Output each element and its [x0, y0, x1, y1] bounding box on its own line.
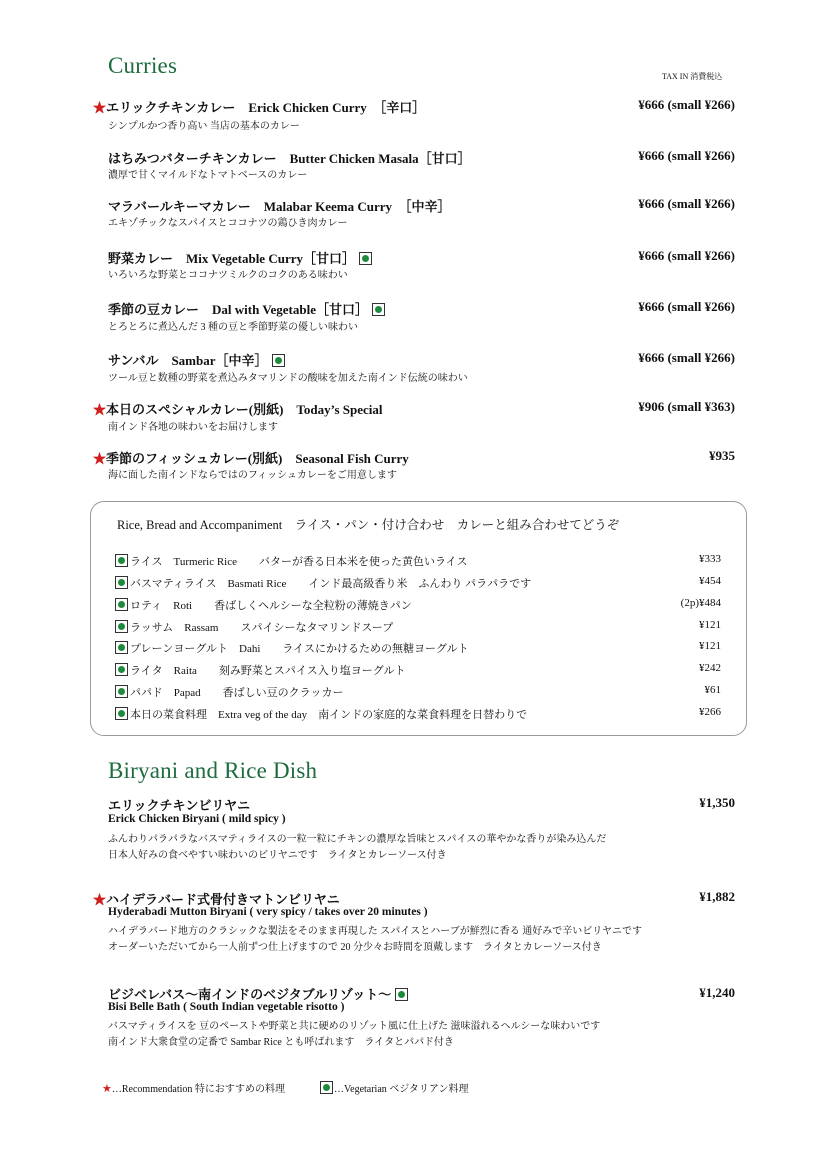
curry-name: 季節のフィッシュカレー(別紙) Seasonal Fish Curry: [106, 451, 409, 466]
side-item-text: ライタ Raita 刻み野菜とスパイス入り塩ヨーグルト: [130, 665, 406, 677]
side-item-price: ¥266: [699, 706, 721, 718]
side-item-text: 本日の菜食料理 Extra veg of the day 南インドの家庭的な菜食料理を日替わりで: [130, 709, 528, 721]
recommend-star-icon: ★: [93, 402, 107, 417]
curry-description: 南インド各地の味わいをお届けします: [108, 422, 278, 433]
recommend-star-icon: ★: [93, 892, 107, 907]
vegetarian-icon: [115, 620, 128, 633]
curry-description: エキゾチックなスパイスとココナツの鶏ひき肉カレー: [108, 218, 348, 229]
biryani-english-name: Bisi Belle Bath ( South Indian vegetable risotto ): [108, 1001, 345, 1013]
curry-price: ¥935: [709, 448, 735, 463]
side-item: [115, 575, 721, 593]
curry-description: 濃厚で甘くマイルドなトマトベースのカレー: [108, 170, 308, 181]
biryani-price: ¥1,882: [699, 889, 735, 904]
vegetarian-icon: [320, 1081, 333, 1094]
biryani-description: ハイデラバード地方のクラシックな製法をそのまま再現した スパイスとハーブが鮮烈に香る 通好みで辛いビリヤニです: [108, 926, 642, 937]
side-item: [115, 619, 721, 637]
biryani-heading: Biryani and Rice Dish: [108, 758, 318, 783]
biryani-description: ふんわりパラパラなバスマティライスの一粒一粒にチキンの濃厚な旨味とスパイスの華やかな香りが染み込んだ: [108, 834, 607, 845]
biryani-name: エリックチキンビリヤニ: [108, 798, 251, 813]
vegetarian-icon: [115, 641, 128, 654]
vegetarian-icon: [359, 252, 372, 265]
side-item-text: バスマティライス Basmati Rice インド最高級香り米 ふんわり パラパラです: [130, 578, 532, 590]
vegetarian-icon: [395, 988, 408, 1001]
side-item-text: ラッサム Rassam スパイシーなタマリンドスープ: [130, 622, 394, 634]
curry-name: マラバールキーマカレー Malabar Keema Curry ［中辛］: [108, 199, 451, 214]
side-item-text: プレーンヨーグルト Dahi ライスにかけるための無糖ヨーグルト: [130, 643, 469, 655]
biryani-description: 日本人好みの食べやすい味わいのビリヤニです ライタとカレーソース付き: [108, 850, 447, 861]
curry-name: エリックチキンカレー Erick Chicken Curry ［辛口］: [106, 100, 426, 115]
vegetarian-icon: [115, 663, 128, 676]
curry-name: 本日のスペシャルカレー(別紙) Today’s Special: [106, 402, 383, 417]
curry-name: サンバル Sambar［中辛］: [108, 353, 268, 368]
curry-price: ¥666 (small ¥266): [638, 148, 735, 163]
side-item-price: ¥242: [699, 662, 721, 674]
biryani-description: 南インド大衆食堂の定番で Sambar Rice とも呼ばれます ライタとパパド付き: [108, 1037, 454, 1048]
vegetarian-icon: [115, 554, 128, 567]
curry-price: ¥666 (small ¥266): [638, 248, 735, 263]
side-item: [115, 640, 721, 658]
side-item-text: ライス Turmeric Rice バターが香る日本米を使った黄色いライス: [130, 556, 468, 568]
curry-price: ¥906 (small ¥363): [638, 399, 735, 414]
vegetarian-icon: [115, 685, 128, 698]
recommend-star-icon: ★: [93, 451, 107, 466]
vegetarian-icon: [115, 707, 128, 720]
recommend-star-icon: ★: [102, 1083, 112, 1095]
curry-description: 海に面した南インドならではのフィッシュカレーをご用意します: [108, 470, 397, 481]
side-item-price: ¥121: [699, 619, 721, 631]
biryani-english-name: Erick Chicken Biryani ( mild spicy ): [108, 813, 286, 825]
legend: [102, 1080, 468, 1095]
vegetarian-icon: [115, 598, 128, 611]
legend-recommendation: …Recommendation 特におすすめの料理: [111, 1084, 286, 1095]
side-item-price: ¥121: [699, 640, 721, 652]
legend-vegetarian: …Vegetarian ベジタリアン料理: [334, 1084, 469, 1095]
biryani-english-name: Hyderabadi Mutton Biryani ( very spicy / takes over 20 minutes ): [108, 906, 428, 918]
biryani-name: ハイデラバード式骨付きマトンビリヤニ: [106, 892, 340, 907]
vegetarian-icon: [115, 576, 128, 589]
sides-heading: Rice, Bread and Accompaniment ライス・パン・付け合わせ カレーと組み合わせてどうぞ: [117, 518, 620, 532]
biryani-description: バスマティライスを 豆のペーストや野菜と共に硬めのリゾット風に仕上げた 滋味溢れるヘルシーな味わいです: [108, 1021, 601, 1032]
curry-price: ¥666 (small ¥266): [638, 350, 735, 365]
curry-price: ¥666 (small ¥266): [638, 299, 735, 314]
curry-name: 野菜カレー Mix Vegetable Curry［甘口］: [108, 251, 355, 266]
side-item-price: ¥454: [699, 575, 721, 587]
curry-name: はちみつバターチキンカレー Butter Chicken Masala［甘口］: [108, 151, 471, 166]
vegetarian-icon: [372, 303, 385, 316]
biryani-description: オーダーいただいてから一人前ずつ仕上げますので 20 分少々お時間を頂戴します ライタとカレーソース付き: [108, 942, 602, 953]
curry-name: 季節の豆カレー Dal with Vegetable［甘口］: [108, 302, 369, 317]
side-item-text: パパド Papad 香ばしい豆のクラッカー: [130, 687, 344, 699]
tax-note: TAX IN 消費税込: [662, 72, 723, 81]
biryani-price: ¥1,350: [699, 795, 735, 810]
curries-heading: Curries: [108, 53, 178, 78]
side-item: [115, 662, 721, 680]
side-item: [115, 684, 721, 702]
curry-description: いろいろな野菜とココナツミルクのコクのある味わい: [108, 270, 348, 281]
biryani-name: ビジベレバス～南インドのベジタブルリゾット～: [108, 987, 392, 1002]
curry-price: ¥666 (small ¥266): [638, 97, 735, 112]
biryani-price: ¥1,240: [699, 985, 735, 1000]
side-item-text: ロティ Roti 香ばしくヘルシーな全粒粉の薄焼きパン: [130, 600, 412, 612]
curry-description: シンプルかつ香り高い 当店の基本のカレー: [108, 121, 300, 132]
side-item-price: ¥333: [699, 553, 721, 565]
curry-description: とろとろに煮込んだ 3 種の豆と季節野菜の優しい味わい: [108, 322, 358, 333]
recommend-star-icon: ★: [93, 100, 107, 115]
curry-description: ツール豆と数種の野菜を煮込みタマリンドの酸味を加えた南インド伝統の味わい: [108, 373, 468, 384]
side-item-price: (2p)¥484: [680, 597, 721, 609]
side-item: [115, 706, 721, 724]
side-item-price: ¥61: [704, 684, 721, 696]
vegetarian-icon: [272, 354, 285, 367]
side-item: [115, 597, 721, 615]
curry-price: ¥666 (small ¥266): [638, 196, 735, 211]
side-item: [115, 553, 721, 571]
